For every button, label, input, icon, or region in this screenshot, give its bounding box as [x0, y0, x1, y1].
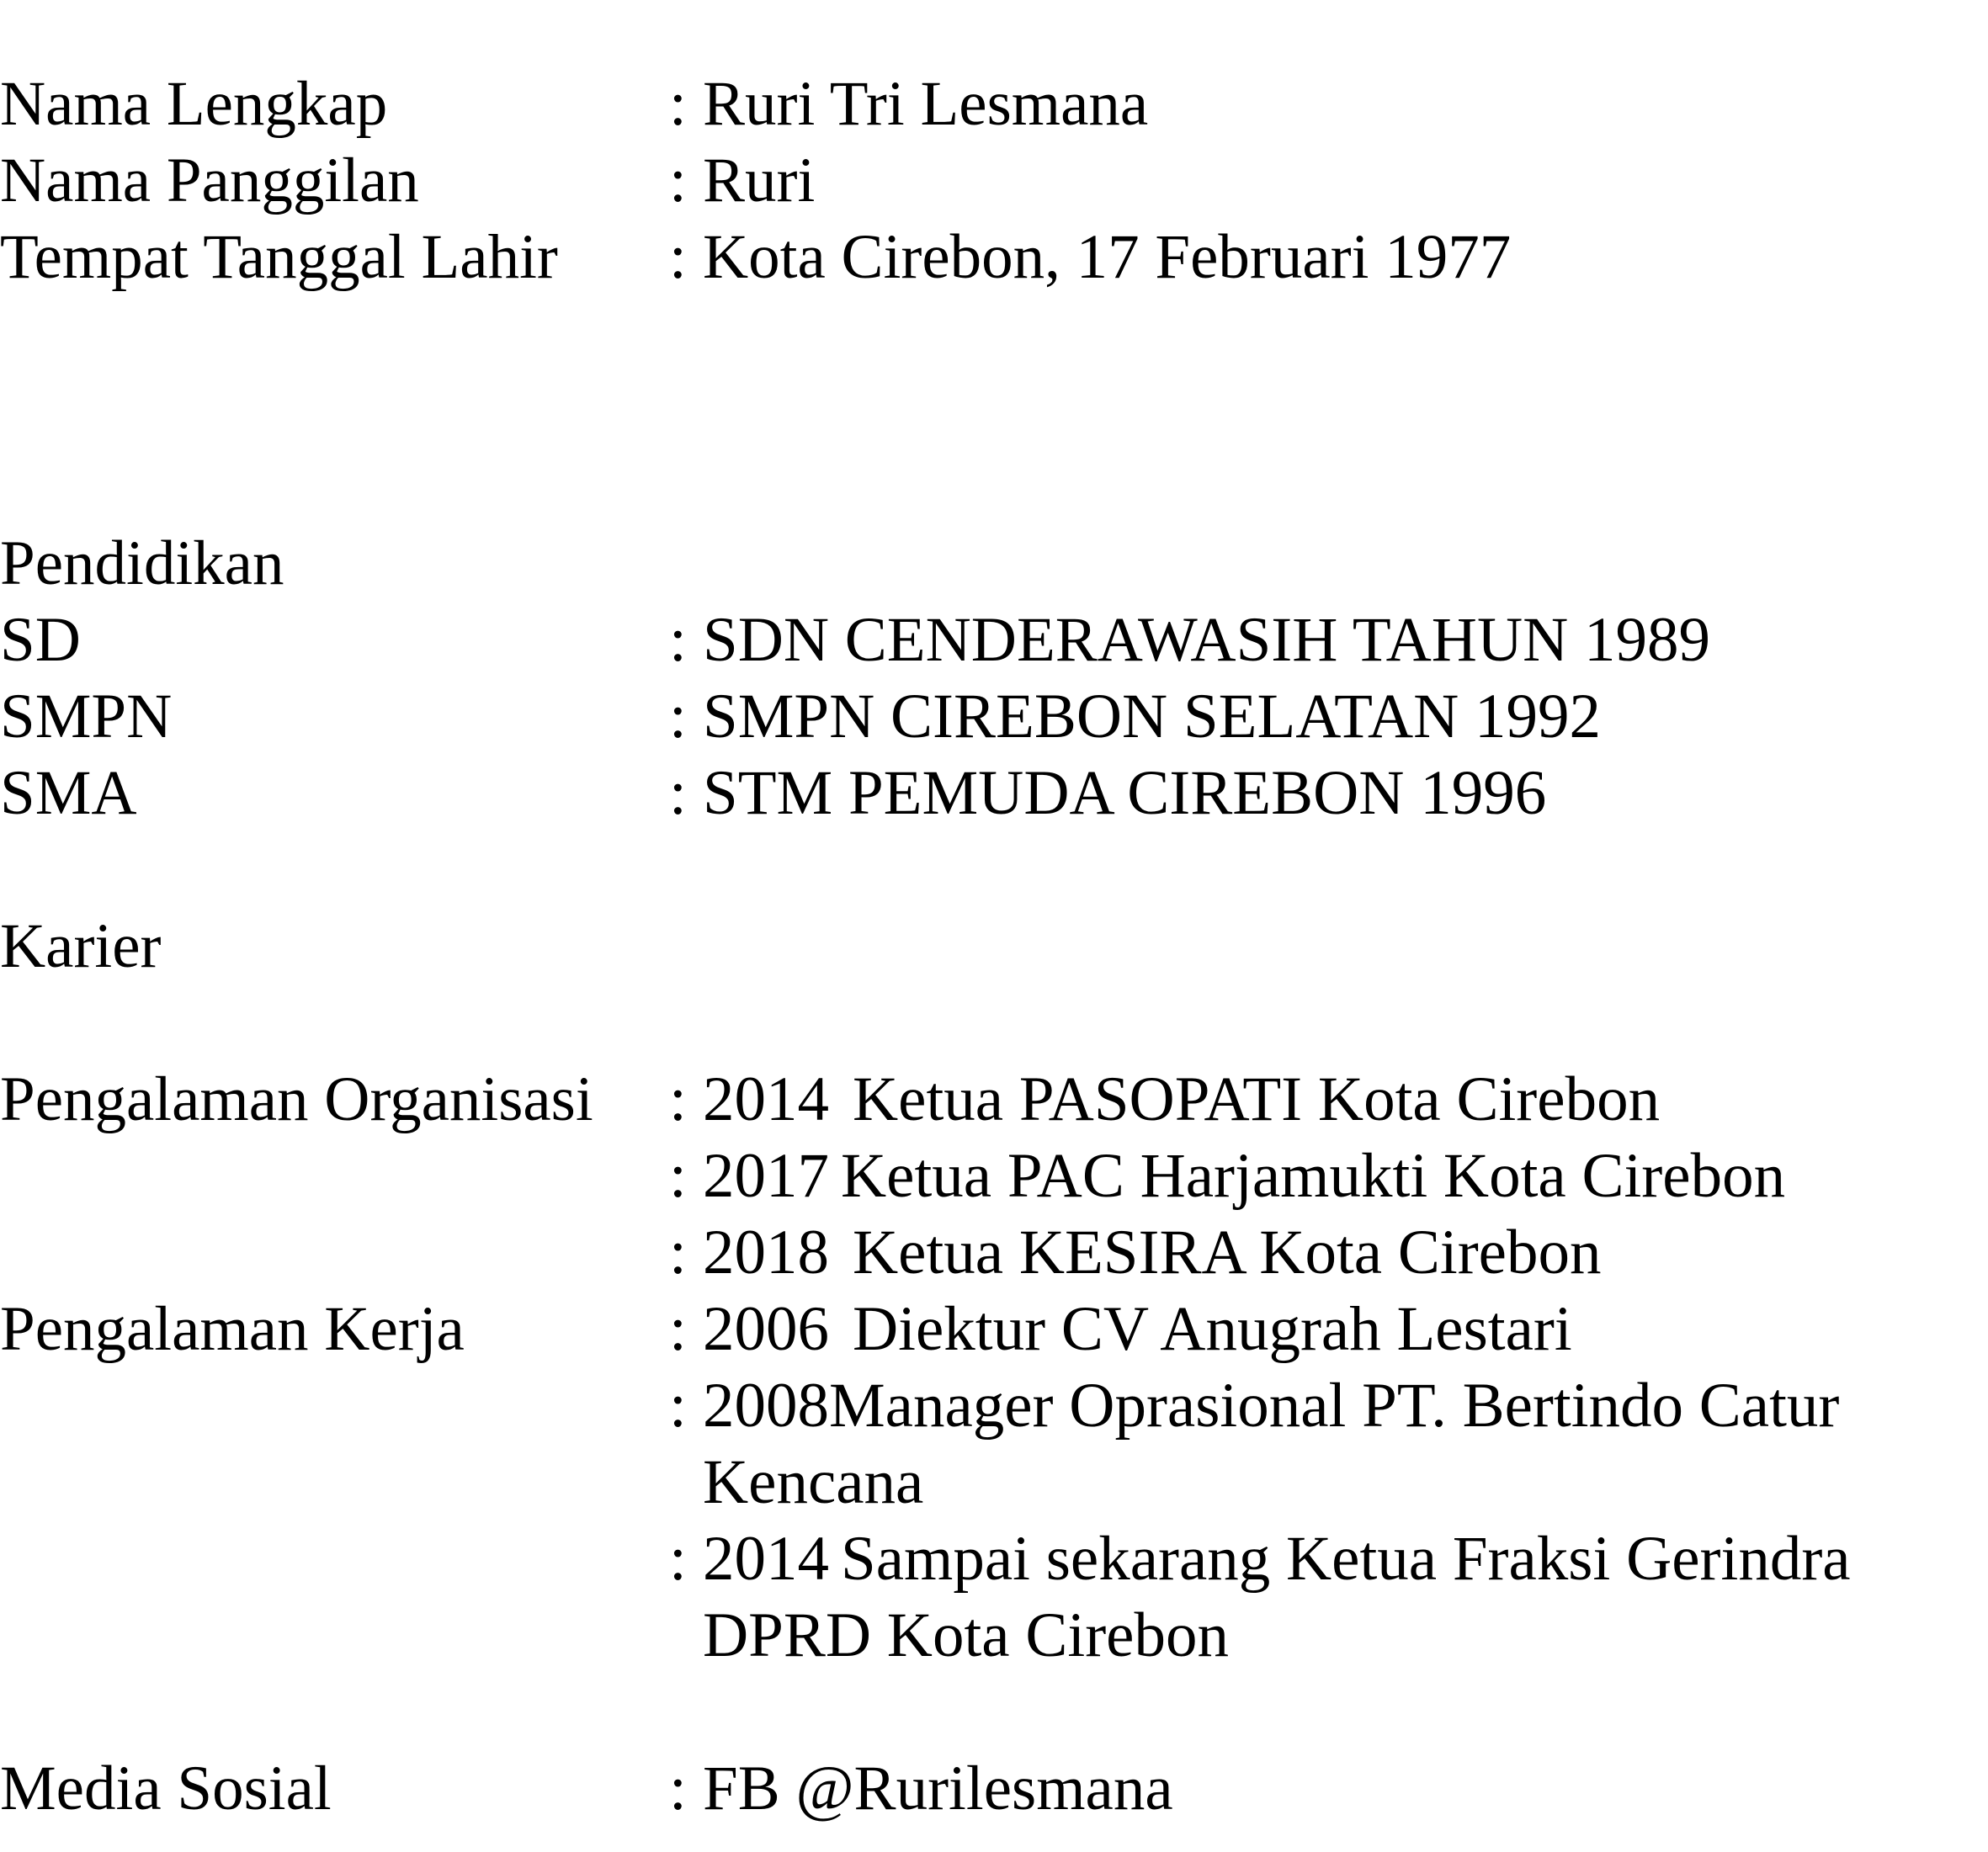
education-row-sd: [0, 602, 1988, 678]
social-media-row: [0, 1750, 1988, 1827]
entry-year: 2014: [703, 1064, 829, 1134]
field-value: [703, 1214, 1988, 1291]
entry-text: Manager Oprasional PT. Bertindo Catur Kencana: [703, 1371, 1840, 1517]
section-heading-education: Pendidikan: [0, 528, 284, 598]
field-value: [703, 1520, 1988, 1674]
entry-year: 2008: [703, 1371, 829, 1441]
field-value: FB @Rurilesmana: [703, 1754, 1173, 1823]
colon-separator: :: [669, 1294, 687, 1364]
spacer: [0, 295, 1988, 525]
entry-year: 2018: [703, 1218, 829, 1287]
field-label: Pengalaman Organisasi: [0, 1064, 593, 1134]
entry-year: 2014: [703, 1524, 829, 1594]
biodata-document: [0, 66, 1988, 1827]
education-row-smpn: [0, 678, 1988, 755]
entry-text: Diektur CV Anugrah Lestari: [853, 1294, 1572, 1364]
field-value: SMPN CIREBON SELATAN 1992: [703, 682, 1602, 751]
entry-text: Ketua PAC Harjamukti Kota Cirebon: [841, 1141, 1786, 1211]
identity-row-nickname: [0, 142, 1988, 219]
field-label: SMA: [0, 758, 137, 828]
field-value: [703, 1061, 1988, 1138]
colon-separator: :: [669, 1371, 687, 1441]
field-value: [703, 1138, 1988, 1214]
identity-row-birth: [0, 219, 1988, 295]
entry-text: Ketua KESIRA Kota Cirebon: [853, 1218, 1602, 1287]
identity-row-full-name: [0, 66, 1988, 142]
field-value: Ruri Tri Lesmana: [703, 69, 1149, 139]
organization-row: [0, 1214, 1988, 1291]
field-value: [703, 1291, 1988, 1367]
education-row-sma: [0, 755, 1988, 831]
spacer: [0, 831, 1988, 908]
field-value: [703, 1367, 1988, 1520]
work-row: [0, 1291, 1988, 1367]
entry-year: 2006: [703, 1294, 829, 1364]
organization-row: [0, 1138, 1988, 1214]
colon-separator: :: [669, 682, 687, 751]
entry-text: Sampai sekarang Ketua Fraksi Gerindra DPRD Kota Cirebon: [703, 1524, 1851, 1670]
work-row: [0, 1520, 1988, 1674]
colon-separator: :: [669, 1064, 687, 1134]
field-value: STM PEMUDA CIREBON 1996: [703, 758, 1547, 828]
spacer: [0, 984, 1988, 1061]
colon-separator: :: [669, 222, 687, 292]
section-heading-career: Karier: [0, 911, 162, 981]
field-label: Pengalaman Kerja: [0, 1294, 465, 1364]
colon-separator: :: [669, 1141, 687, 1211]
colon-separator: :: [669, 1524, 687, 1594]
field-label: Nama Lengkap: [0, 69, 388, 139]
field-value: Kota Cirebon, 17 Februari 1977: [703, 222, 1512, 292]
colon-separator: :: [669, 146, 687, 215]
field-label: SD: [0, 605, 81, 675]
field-label: Media Sosial: [0, 1754, 332, 1823]
field-label: SMPN: [0, 682, 173, 751]
field-value: Ruri: [703, 146, 816, 215]
spacer: [0, 1674, 1988, 1750]
entry-year: 2017: [703, 1141, 829, 1211]
colon-separator: :: [669, 69, 687, 139]
colon-separator: :: [669, 1754, 687, 1823]
field-label: Tempat Tanggal Lahir: [0, 222, 558, 292]
organization-row: [0, 1061, 1988, 1138]
work-row: [0, 1367, 1988, 1520]
field-value: SDN CENDERAWASIH TAHUN 1989: [703, 605, 1711, 675]
colon-separator: :: [669, 758, 687, 828]
entry-text: Ketua PASOPATI Kota Cirebon: [853, 1064, 1661, 1134]
field-label: Nama Panggilan: [0, 146, 419, 215]
colon-separator: :: [669, 605, 687, 675]
colon-separator: :: [669, 1218, 687, 1287]
